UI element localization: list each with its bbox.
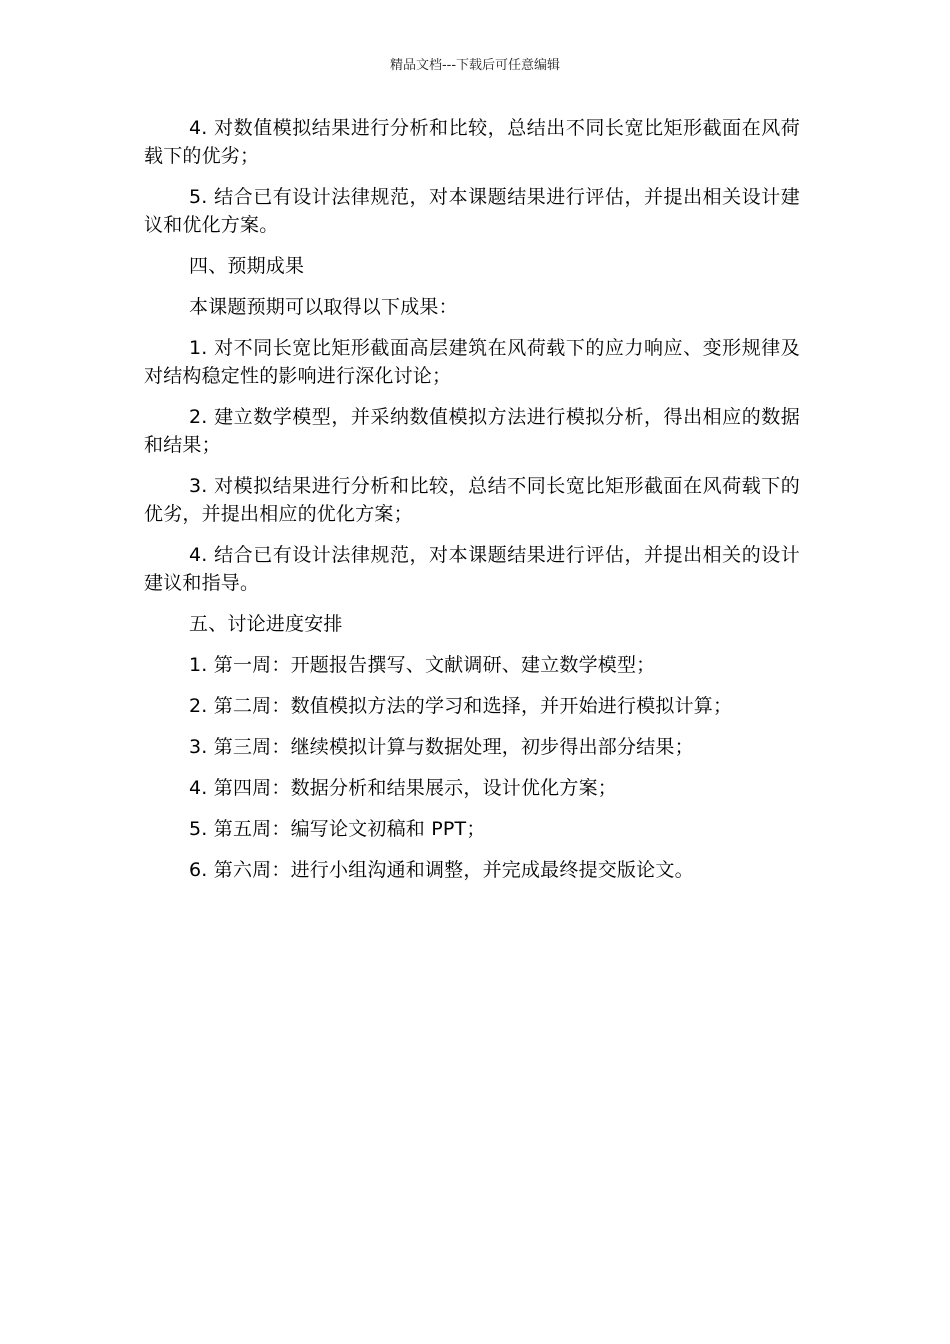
list-item-result-3: 3. 对模拟结果进行分析和比较，总结不同长宽比矩形截面在风荷载下的优劣，并提出相应的优化方案； (144, 475, 800, 525)
section-heading-expected-results: 四、预期成果 (189, 255, 305, 277)
list-item-week-1: 1. 第一周：开题报告撰写、文献调研、建立数学模型； (189, 654, 656, 676)
list-item-week-5: 5. 第五周：编写论文初稿和 PPT； (189, 818, 486, 840)
paragraph-results-intro: 本课题预期可以取得以下成果： (189, 296, 458, 318)
paragraph-result-analysis: 4. 对数值模拟结果进行分析和比较，总结出不同长宽比矩形截面在风荷载下的优劣； (144, 117, 800, 167)
section-heading-schedule: 五、讨论进度安排 (189, 613, 343, 635)
list-item-result-2: 2. 建立数学模型，并采纳数值模拟方法进行模拟分析，得出相应的数据和结果； (144, 406, 800, 456)
list-item-week-3: 3. 第三周：继续模拟计算与数据处理，初步得出部分结果； (189, 736, 694, 758)
page-header: 精品文档---下载后可任意编辑 (389, 58, 561, 73)
document-body (144, 114, 800, 897)
list-item-week-6: 6. 第六周：进行小组沟通和调整，并完成最终提交版论文。 (189, 859, 694, 881)
list-item-result-1: 1. 对不同长宽比矩形截面高层建筑在风荷载下的应力响应、变形规律及对结构稳定性的影响进行深化讨论； (144, 337, 800, 387)
paragraph-design-evaluation: 5. 结合已有设计法律规范，对本课题结果进行评估，并提出相关设计建议和优化方案。 (144, 186, 800, 236)
list-item-week-4: 4. 第四周：数据分析和结果展示，设计优化方案； (189, 777, 617, 799)
list-item-result-4: 4. 结合已有设计法律规范，对本课题结果进行评估，并提出相关的设计建议和指导。 (144, 544, 800, 594)
list-item-week-2: 2. 第二周：数值模拟方法的学习和选择，并开始进行模拟计算； (189, 695, 733, 717)
